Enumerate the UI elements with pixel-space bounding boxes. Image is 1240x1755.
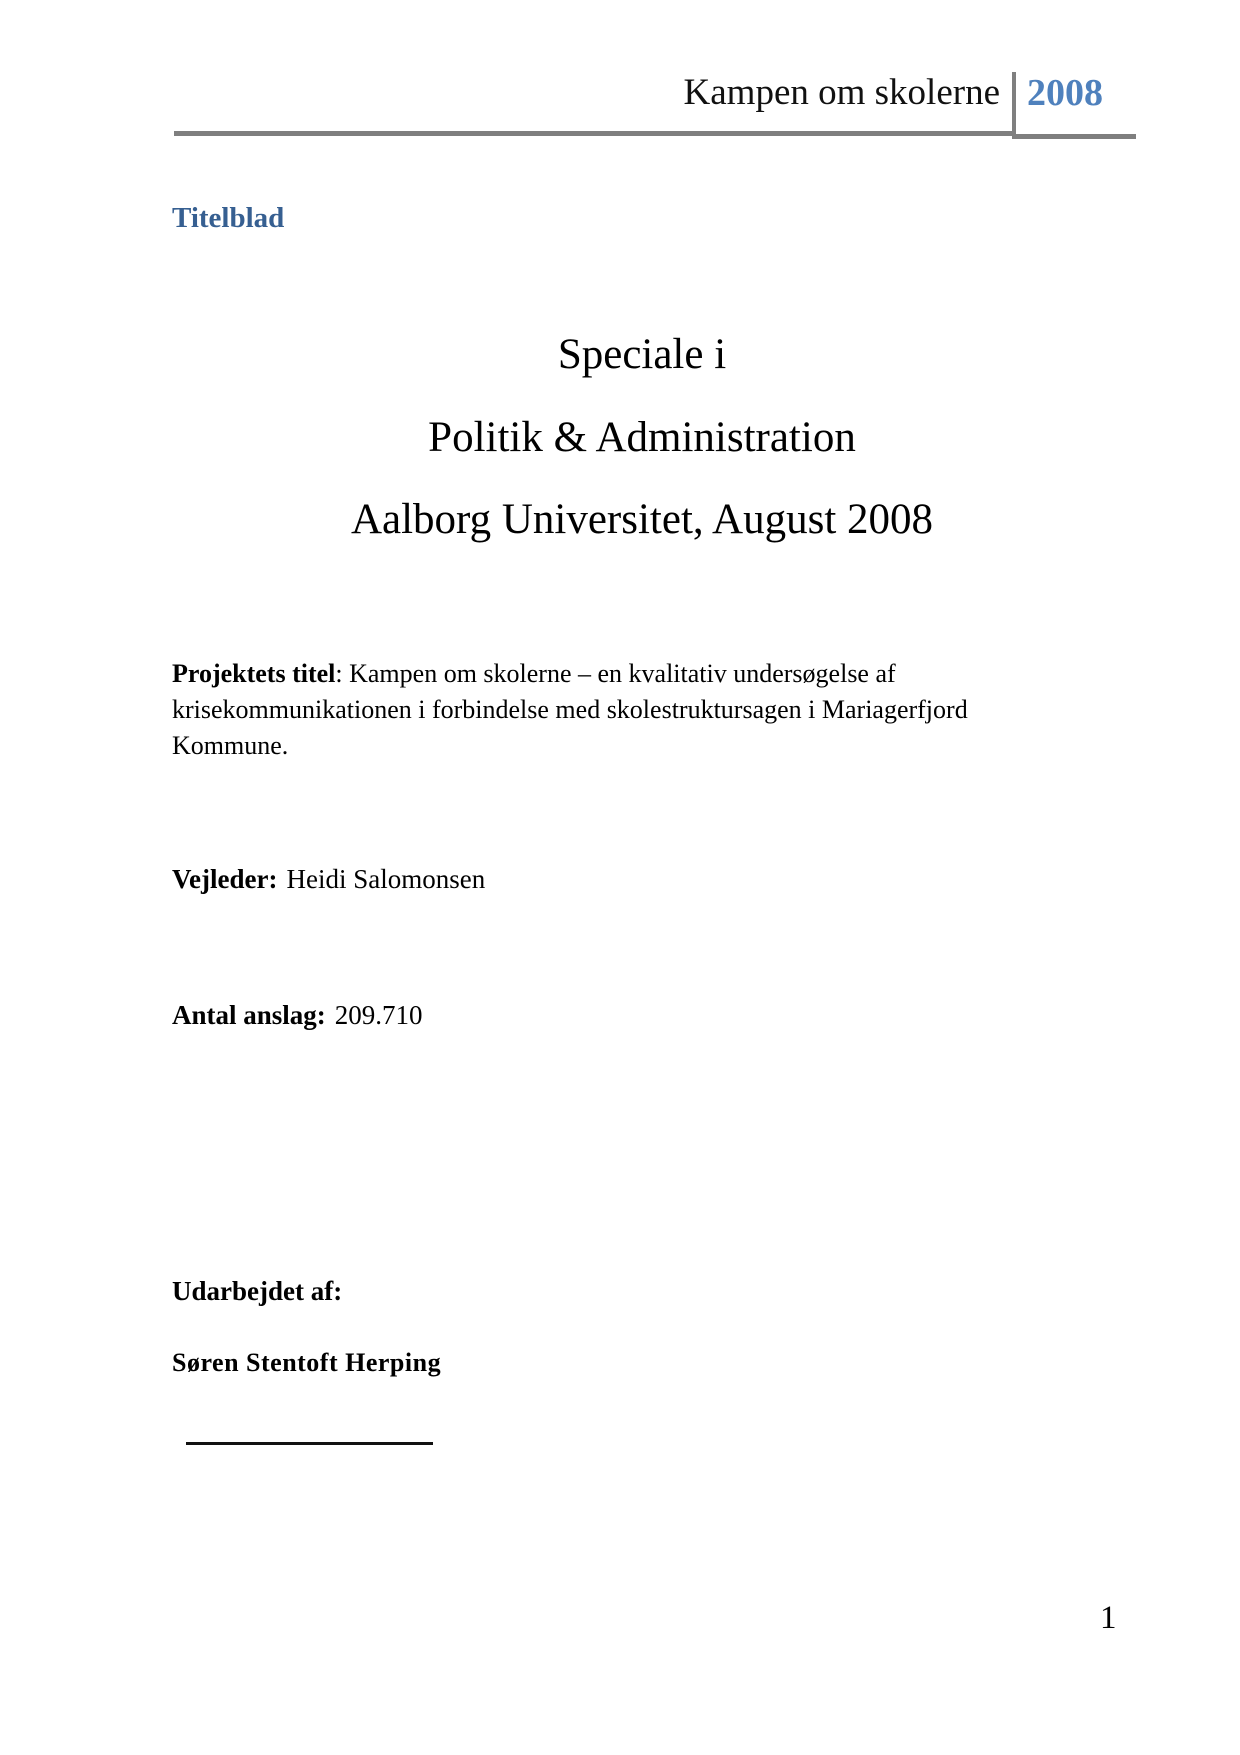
author-name: Søren Stentoft Herping (172, 1348, 442, 1377)
char-count-label: Antal anslag: (172, 1000, 326, 1030)
title-line-speciale: Speciale i (557, 331, 727, 378)
section-heading-titelblad: Titelblad (172, 202, 285, 234)
signature-line (186, 1428, 433, 1445)
project-title-line-3: Kommune. (172, 731, 289, 760)
project-title-label: Projektets titel (172, 659, 336, 688)
header-year: 2008 (1027, 72, 1103, 114)
char-count-line (172, 1000, 423, 1031)
title-line-program: Politik & Administration (428, 414, 856, 461)
header-rule-left (174, 131, 1012, 136)
author-label: Udarbejdet af: (172, 1276, 343, 1306)
project-title-paragraph (172, 656, 968, 764)
title-line-university: Aalborg Universitet, August 2008 (350, 496, 934, 543)
page-number: 1 (1100, 1600, 1117, 1636)
char-count-value: 209.710 (334, 1000, 423, 1030)
supervisor-label: Vejleder: (172, 864, 278, 894)
header-rule-right (1012, 134, 1136, 139)
project-title-line-2: krisekommunikationen i forbindelse med skolestruktursagen i Mariagerfjord (172, 695, 968, 724)
project-title-line-1 (172, 656, 968, 692)
supervisor-value: Heidi Salomonsen (286, 864, 486, 894)
project-title-line-1-rest: : Kampen om skolerne – en kvalitativ undersøgelse af (335, 659, 896, 688)
header-document-title: Kampen om skolerne (683, 72, 1000, 113)
supervisor-line (172, 864, 485, 895)
header-vertical-divider (1012, 72, 1016, 138)
